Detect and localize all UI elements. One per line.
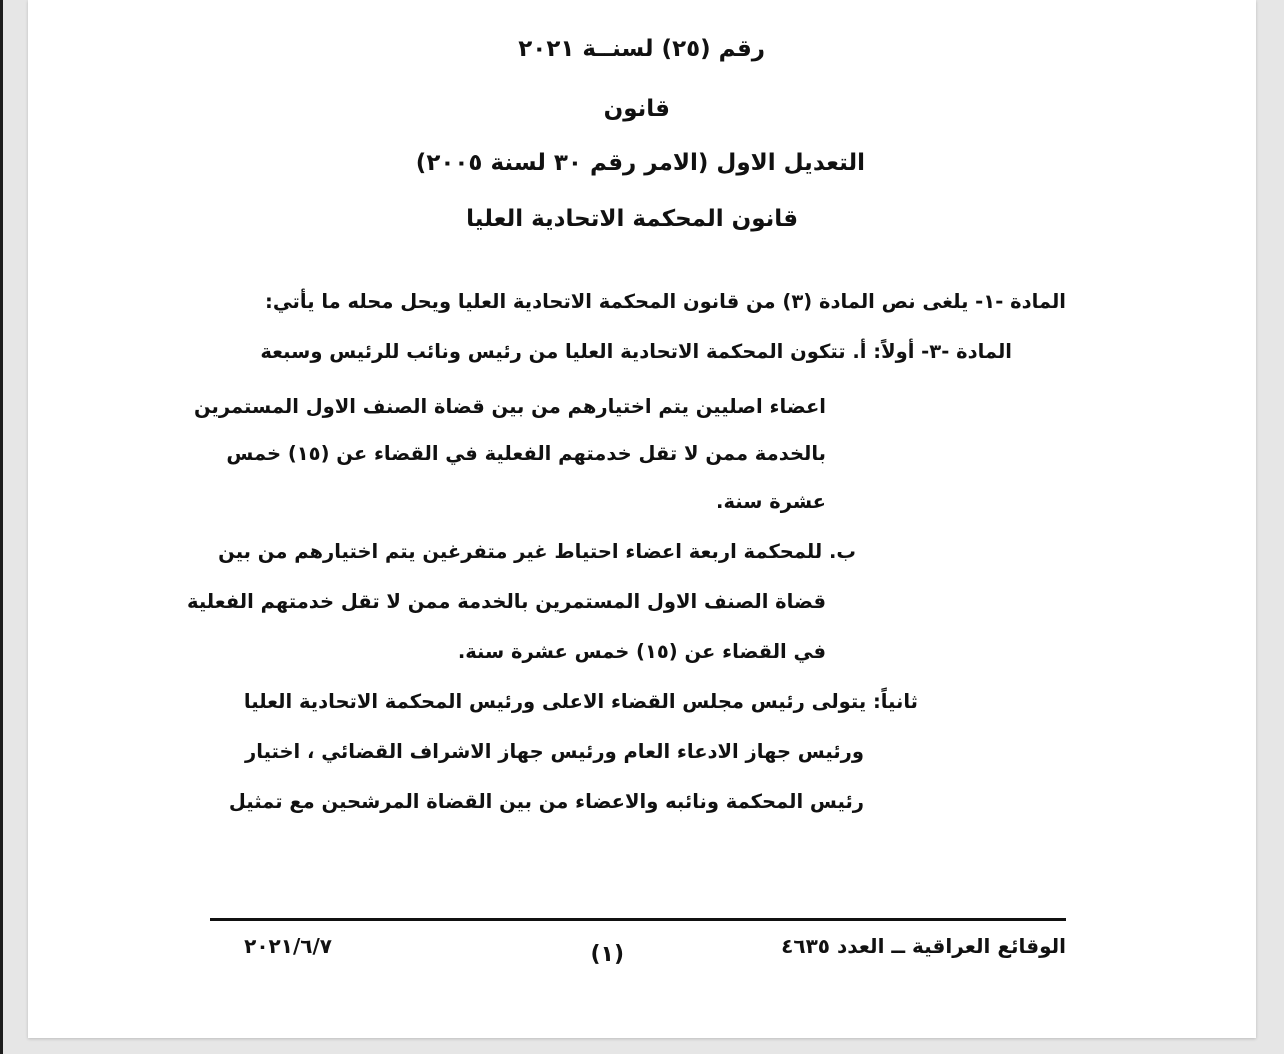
article-1-text: المادة -١- يلغى نص المادة (٣) من قانون المحكمة الاتحادية العليا ويحل محله ما يأتي: (265, 290, 1066, 313)
article-3-line-4: عشرة سنة. (716, 490, 826, 513)
footer-date: ٢٠٢١/٦/٧ (244, 934, 332, 958)
clause-b-line-1: ب. للمحكمة اربعة اعضاء احتياط غير متفرغين يتم اختيارهم من بين (218, 540, 856, 563)
article-3-line-2: اعضاء اصليين يتم اختيارهم من بين قضاة الصنف الاول المستمرين (193, 395, 826, 418)
footer-gazette: الوقائع العراقية ــ العدد ٤٦٣٥ (781, 934, 1066, 958)
law-type-title: قانون (603, 96, 670, 122)
law-name-title: قانون المحكمة الاتحادية العليا (466, 206, 798, 232)
article-3-line-3: بالخدمة ممن لا تقل خدمتهم الفعلية في القضاء عن (١٥) خمس (226, 442, 826, 465)
clause-second-line-1: ثانياً: يتولى رئيس مجلس القضاء الاعلى ورئيس المحكمة الاتحادية العليا (243, 690, 918, 713)
amendment-title: التعديل الاول (الامر رقم ٣٠ لسنة ٢٠٠٥) (415, 150, 865, 176)
clause-b-line-3: في القضاء عن (١٥) خمس عشرة سنة. (457, 640, 826, 663)
footer-page-number: (١) (590, 942, 624, 967)
clause-second-line-3: رئيس المحكمة ونائبه والاعضاء من بين القضاة المرشحين مع تمثيل (228, 790, 864, 813)
clause-b-line-2: قضاة الصنف الاول المستمرين بالخدمة ممن لا تقل خدمتهم الفعلية (187, 590, 826, 613)
law-number-title: رقم (٢٥) لسنــة ٢٠٢١ (518, 36, 765, 62)
article-3-line-1: المادة -٣- أولاً: أ. تتكون المحكمة الاتحادية العليا من رئيس ونائب للرئيس وسبعة (260, 340, 1012, 363)
clause-second-line-2: ورئيس جهاز الادعاء العام ورئيس جهاز الاشراف القضائي ، اختيار (245, 740, 864, 763)
footer-rule (210, 918, 1066, 921)
window-edge (0, 0, 3, 1054)
